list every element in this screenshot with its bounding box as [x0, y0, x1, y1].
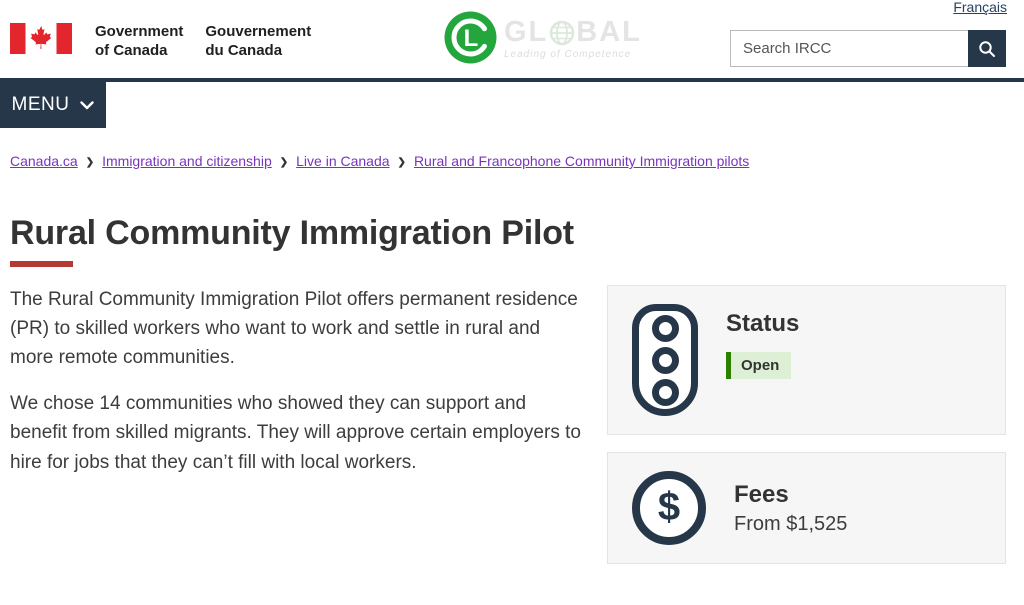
- breadcrumb-link-immigration[interactable]: Immigration and citizenship: [102, 153, 272, 169]
- fees-card-title: Fees: [734, 480, 789, 508]
- intro-paragraph: The Rural Community Immigration Pilot offers permanent residence (PR) to skilled workers who want to work and settle in rural and more remote communities.: [10, 289, 578, 369]
- dollar-sign-icon: [632, 471, 706, 545]
- main-menu-band: [0, 78, 1024, 128]
- watermark-brand-post: BAL: [576, 16, 642, 48]
- traffic-light-dot: [652, 315, 679, 342]
- chevron-down-icon: [80, 101, 94, 110]
- traffic-light-icon: [632, 304, 698, 416]
- menu-button-label: MENU: [11, 94, 70, 115]
- traffic-light-dot: [652, 379, 679, 406]
- search-icon: [977, 39, 997, 59]
- government-of-canada-signature[interactable]: [10, 23, 311, 61]
- breadcrumb-separator-icon: ❯: [397, 157, 406, 168]
- breadcrumb-link-rural-pilots[interactable]: Rural and Francophone Community Immigration pilots: [413, 153, 750, 169]
- info-cards: [607, 285, 1006, 564]
- status-card-title: Status: [726, 310, 800, 338]
- breadcrumb-link-live-in-canada[interactable]: Live in Canada: [296, 153, 390, 169]
- canada-flag-icon: [10, 23, 72, 54]
- svg-text:L: L: [463, 25, 479, 52]
- status-badge: Open: [726, 352, 791, 379]
- breadcrumb-separator-icon: ❯: [85, 157, 95, 168]
- site-header: [0, 0, 1024, 78]
- page-title: Rural Community Immigration Pilot: [10, 214, 574, 253]
- search-button[interactable]: [968, 30, 1006, 67]
- menu-button[interactable]: [0, 82, 106, 128]
- intro-paragraph: We chose 14 communities who showed they can support and benefit from skilled migrants. They will approve certain employers to hire for jobs that they can’t fill with local workers.: [10, 393, 581, 473]
- search-input[interactable]: [730, 30, 968, 67]
- signature-french: Gouvernement du Canada: [205, 23, 312, 59]
- watermark-tagline: Leading of Competence: [504, 49, 632, 60]
- fees-value: From $1,525: [734, 512, 848, 535]
- globe-icon: [549, 20, 575, 46]
- language-toggle-link[interactable]: Français: [953, 0, 1007, 15]
- status-card: [607, 285, 1006, 435]
- global-watermark-text: [504, 18, 642, 60]
- title-red-rule: [10, 261, 73, 267]
- dollar-glyph: $: [657, 485, 681, 530]
- main-content: [0, 214, 1024, 564]
- site-search-form: [730, 30, 1006, 67]
- traffic-light-dot: [652, 347, 679, 374]
- signature-english: Government of Canada: [95, 23, 184, 59]
- global-monogram-icon: [444, 11, 497, 64]
- breadcrumb-separator-icon: ❯: [279, 157, 289, 168]
- breadcrumb: [10, 152, 1006, 170]
- watermark-brand-pre: GL: [504, 16, 549, 48]
- fees-card: [607, 452, 1006, 564]
- global-watermark-logo: [444, 11, 642, 64]
- intro-text: [10, 285, 588, 493]
- breadcrumb-link-home[interactable]: Canada.ca: [10, 153, 78, 169]
